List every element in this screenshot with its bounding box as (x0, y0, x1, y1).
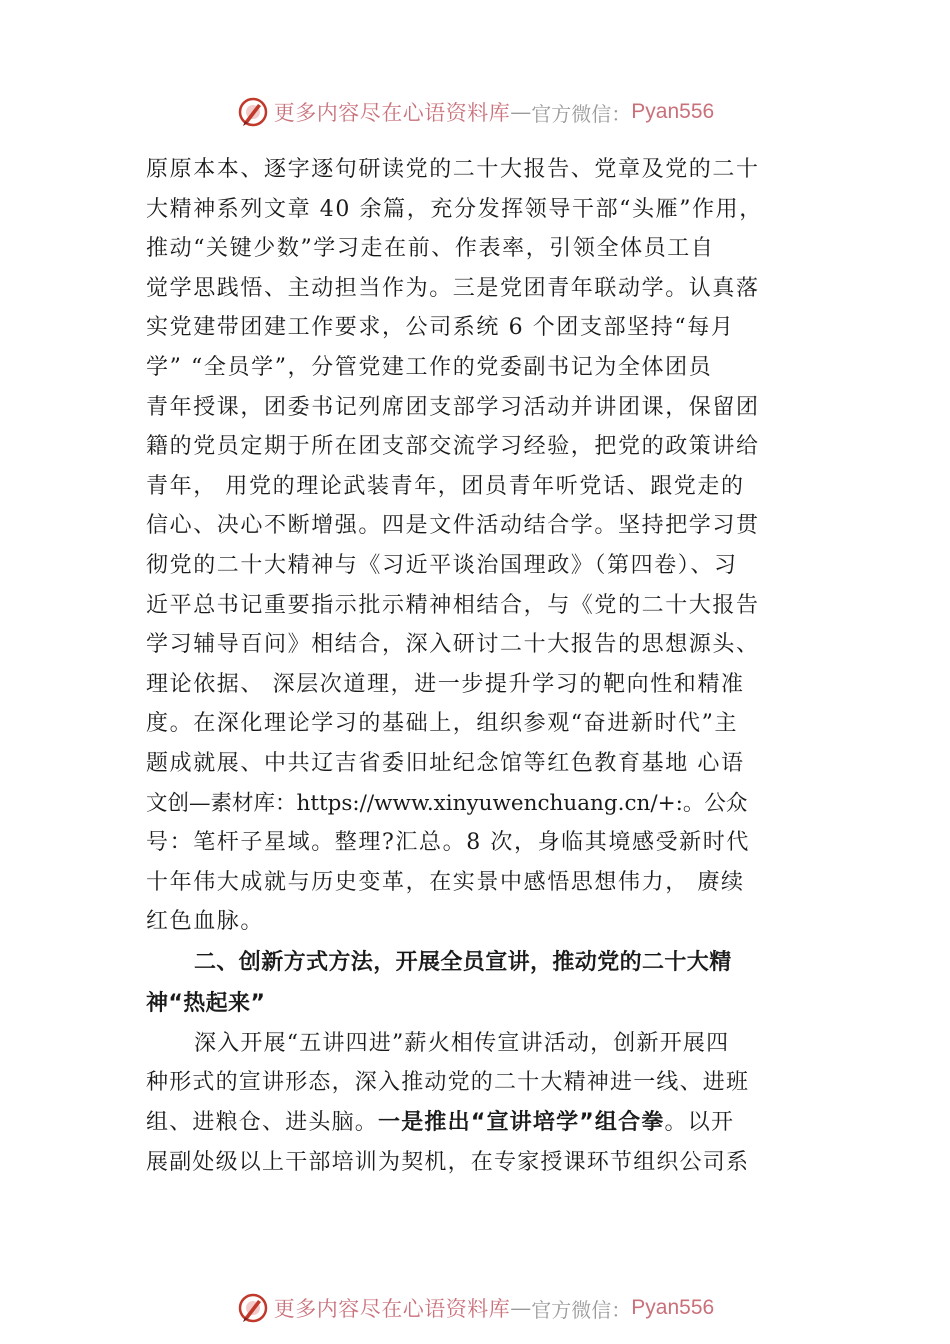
body-line: 度。在深化理论学习的基础上，组织参观“奋进新时代”主 (146, 711, 739, 737)
body-line: 学” “全员学”，分管党建工作的党委副书记为全体团员 (146, 354, 713, 380)
section-heading-line2: 神“热起来” (146, 990, 266, 1016)
banner-wechat-id: Pyan556 (631, 1296, 715, 1319)
body-line: 推动“关键少数”学习走在前、作表率，引领全体员工自 (146, 236, 715, 262)
body-line: 觉学思践悟、主动担当作为。三是党团青年联动学。认真落 (146, 275, 760, 301)
para2-line-mixed (146, 1103, 816, 1143)
body-line: 学习辅导百问》相结合，深入研讨二十大报告的思想源头、 (146, 632, 760, 658)
banner-title: 更多内容尽在心语资料库 (273, 101, 511, 125)
body-line: 理论依据、 深层次道理，进一步提升学习的靶向性和精准 (146, 671, 745, 697)
body-line: 题成就展、中共辽吉省委旧址纪念馆等红色教育基地 心语 (146, 750, 745, 776)
banner-title: 更多内容尽在心语资料库 (273, 1297, 511, 1321)
banner-dash: — (510, 100, 532, 124)
para2-line3-pre: 组、进粮仓、进头脑。 (146, 1110, 379, 1136)
body-line: 实党建带团建工作要求，公司系统 6 个团支部坚持“每月 (146, 315, 735, 341)
banner-subtitle: 官方微信： (531, 101, 632, 126)
header-banner (0, 92, 950, 132)
body-line: 大精神系列文章 40 余篇，充分发挥领导干部“头雁”作用， (146, 196, 763, 222)
para2-line3-bold: 一是推出“宣讲培学”组合拳 (378, 1110, 665, 1136)
para2-line3-post: 。以开 (664, 1110, 735, 1136)
body-line: 青年授课，团委书记列席团支部学习活动并讲团课，保留团 (146, 394, 760, 420)
body-line: 青年， 用党的理论武装青年，团员青年听党话、跟党走的 (146, 473, 745, 499)
brush-logo-icon (236, 95, 270, 129)
body-line: 号：笔杆子星域。整理?汇总。8 次，身临其境感受新时代 (146, 830, 750, 856)
body-line: 红色血脉。 (146, 909, 265, 935)
body-line: 十年伟大成就与历史变革，在实景中感悟思想伟力， 赓续 (146, 869, 745, 895)
body-line: 彻党的二十大精神与《习近平谈治国理政》（第四卷）、习 (146, 552, 738, 578)
paragraph-2 (146, 1024, 816, 1182)
banner-dash: — (510, 1296, 532, 1320)
body-line: 近平总书记重要指示批示精神相结合，与《党的二十大报告 (146, 592, 760, 618)
para2-line: 种形式的宣讲形态，深入推动党的二十大精神进一线、进班 (146, 1070, 750, 1096)
section-heading-line1: 二、创新方式方法，开展全员宣讲，推动党的二十大精 (194, 949, 732, 975)
body-line: 原原本本、逐字逐句研读党的二十大报告、党章及党的二十 (146, 157, 760, 182)
brush-logo-icon (236, 1291, 270, 1325)
banner-subtitle: 官方微信： (531, 1297, 632, 1322)
body-line: 信心、决心不断增强。四是文件活动结合学。坚持把学习贯 (146, 513, 760, 539)
para2-line: 展副处级以上干部培训为契机，在专家授课环节组织公司系 (146, 1149, 750, 1175)
body-line-url: 文创—素材库：https://www.xinyuwenchuang.cn/+:。公众 (146, 790, 748, 816)
document-body (146, 150, 816, 1182)
body-line: 籍的党员定期于所在团支部交流学习经验，把党的政策讲给 (146, 434, 760, 460)
footer-banner (0, 1288, 950, 1328)
banner-wechat-id: Pyan556 (631, 100, 715, 123)
para2-line: 深入开展“五讲四进”薪火相传宣讲活动，创新开展四 (194, 1030, 730, 1056)
